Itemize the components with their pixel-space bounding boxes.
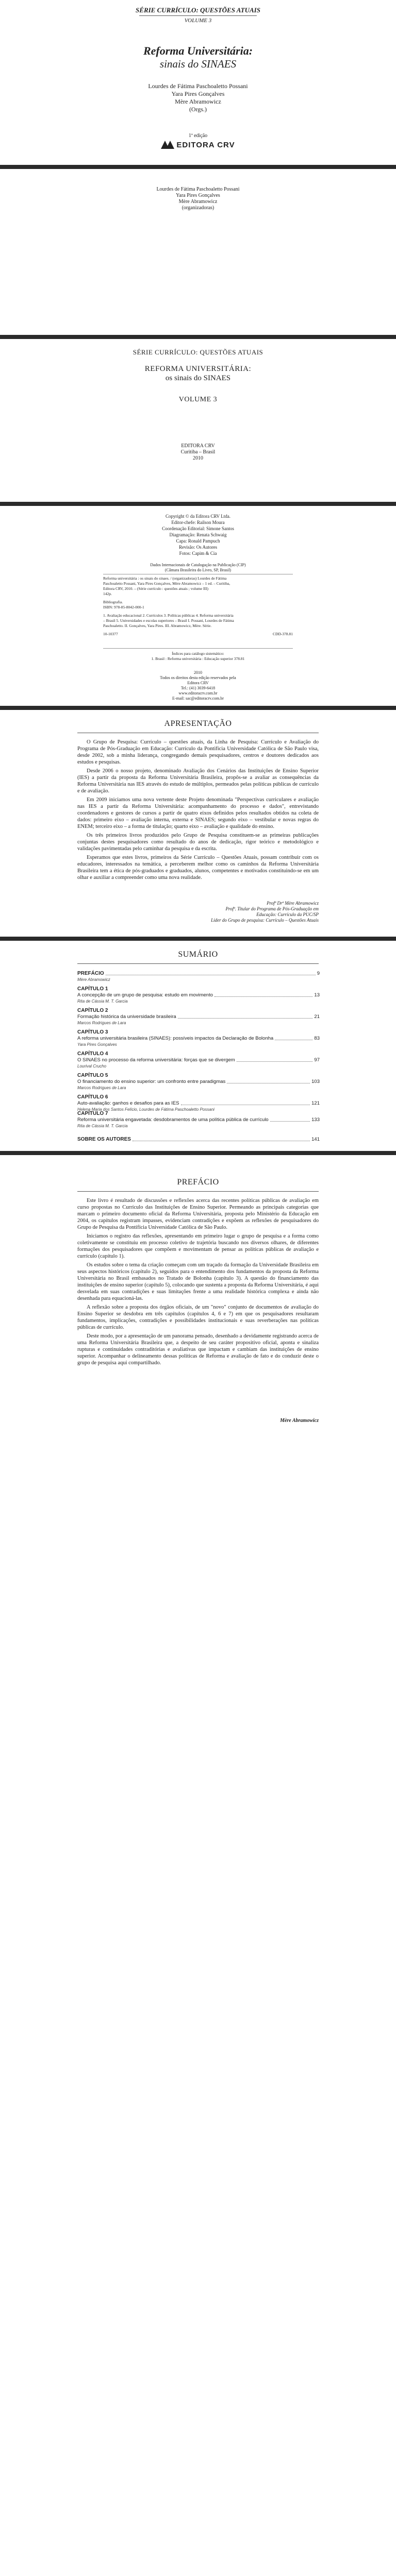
toc-entry-page: 83 (314, 1036, 320, 1041)
presentation-paragraph: Esperamos que estes livros, primeiros da Série Currículo – Questões Atuais, possam contribuir com os educadores, interessados na temática, a perceberem melhor como os caminhos da Reforma Universitária Brasileira tem a ética de pós-graduados e graduados, alunos, competentes e motivados constituindo-se em um olhar e auxiliar a compreender como uma nova realidade. (77, 855, 319, 880)
preface-heading-rule (77, 1191, 319, 1192)
cover-series: SÉRIE CURRÍCULO: QUESTÕES ATUAIS (136, 6, 260, 14)
toc-entry-chapter-7[interactable] (77, 1111, 320, 1129)
toc-entry-title: PREFÁCIO (77, 971, 104, 976)
cover-publisher: EDITORA CRV (176, 140, 235, 149)
cip-heading-2: (Câmara Brasileira do Livro, SP, Brasil) (164, 568, 232, 572)
presentation-paragraph: Os três primeiros livros produzidos pelo Grupo de Pesquisa constituem-se as primeiras publicações conjuntas destes pesquisadores como resultado do anos de dedicação, rigor teórico e metodológico e validações pavimentadas pelo caminhar da pesquisa e da escrita. (77, 833, 319, 852)
cover-page (0, 0, 396, 165)
cip-subject-line: 1. Avaliação educacional 2. Currículos 3. Políticas públicas 4. Reforma universitária (103, 613, 234, 618)
toc-entry-title: Formação histórica da universidade brasileira (77, 1014, 176, 1020)
title-page-title-line1: REFORMA UNIVERSITÁRIA: (144, 365, 252, 373)
presentation-paragraph: Em 2009 iniciamos uma nova vertente deste Projeto denominada "Perspectivas curriculares e avaliação nas IES a partir da Reforma Universitária: acompanhamento do processo e dados", entrevistando coordenadores e gestores de cursos a partir de quatro eixos definidos pelos resultados obtidos na coleta de dados: primeiro eixo – avaliação interna, externa e SINAES; segundo eixo – vestibular e novas regras do ENEM; terceiro eixo – a forma de titulação; quarto eixo – avaliação e qualidade do ensino. (77, 797, 319, 829)
toc-entry-author: Helena Maria dos Santos Felício, Lourdes de Fátima Paschoaletto Possani (77, 1107, 214, 1112)
preface-heading: PREFÁCIO (177, 1178, 219, 1187)
cip-subject-line: – Brasil 5. Universidades e escolas superiores – Brasil I. Possani, Lourdes de Fátima (103, 618, 234, 623)
toc-entry-page: 13 (314, 992, 320, 998)
cover-volume: VOLUME 3 (184, 18, 212, 24)
cip-record-number: 10-10377 (103, 632, 118, 636)
organizer-2: Yara Pires Gonçalves (176, 193, 220, 198)
toc-entry-page: 9 (317, 971, 320, 976)
index-entry: 1. Brasil : Reforma universitária : Educação superior 378.81 (151, 656, 245, 661)
toc-chapter-label: CAPÍTULO 5 (77, 1073, 108, 1078)
cip-entry-line: Reforma universitária : os sinais do sinaes. / (organizadoras) Lourdes de Fátima (103, 576, 227, 581)
footer-email[interactable]: E-mail: sac@editoracrv.com.br (172, 696, 224, 701)
toc-entry-author: Marcos Rodrigues de Lara (77, 1086, 126, 1090)
presentation-paragraph: Desde 2006 o nosso projeto, denominado Avaliação dos Cenários das Instituições de Ensino Superior (IES) a partir da proposta da Reforma Universitária Brasileira, propôs-se a avaliar as consequências da Reforma Universitária nas IES através do estudo de múltiplos, permeados pelas políticas públicas de currículo e de avaliação. (77, 768, 319, 794)
toc-entry-chapter-5[interactable] (77, 1073, 320, 1091)
title-page-volume: VOLUME 3 (178, 396, 218, 403)
footer-year: 2010 (194, 670, 202, 675)
footer-rights: Todos os direitos desta edição reservados pela (160, 675, 236, 680)
title-page-series: SÉRIE CURRÍCULO: QUESTÕES ATUAIS (133, 348, 263, 356)
credit-coordination: Coordenação Editorial: Simone Santos (162, 526, 234, 531)
toc-entry-chapter-1[interactable] (77, 986, 320, 1005)
toc-entry-preface[interactable] (77, 971, 320, 983)
toc-entry-author: Yara Pires Gonçalves (77, 1042, 117, 1047)
toc-entry-chapter-3[interactable] (77, 1029, 320, 1048)
preface-paragraph: Os estudos sobre o tema da criação começam com um traçado da formação da Universidade Brasileira em seus aspectos históricos (capítulo 2), seguidos para o entendimento dos fundamentos da proposta da Reforma Universitária no Brasil embasados no Tratado de Bolonha (capítulo 3). A questão do financiamento das instituições de ensino superior (capítulo 5), colocando que sustenta a proposta da Reforma Universitária, é aqui desvelada em suas contradições e suas limitações frente a uma realidade histórica complexa e ainda não desenhada para equacioná-las. (77, 1262, 319, 1301)
cover-author-2: Yara Pires Gonçalves (171, 90, 225, 97)
toc-entry-author: Rita de Cássia M. T. Garcia (77, 999, 128, 1004)
cip-entry-line: Paschoaletto Possani, Yara Pires Gonçalves, Mère Abramowicz – 1 ed. – Curitiba, (103, 581, 230, 586)
toc-chapter-label: CAPÍTULO 6 (77, 1094, 108, 1100)
imprint-year: 2010 (193, 455, 203, 461)
organizers-page (0, 169, 396, 335)
footer-publisher: Editora CRV (187, 681, 209, 685)
toc-entry-title: O financiamento do ensino superior: um confronto entre paradigmas (77, 1079, 226, 1084)
presentation-paragraph: O Grupo de Pesquisa: Currículo – questões atuais, da Linha de Pesquisa: Currículo e Avaliação do Programa de Pós-Graduação em Educação: Currículo da Pontifícia Universidade Católica de São Paulo visa, desde 2002, sob a minha liderança, congregando demais pesquisadores, centros e doutores dedicados aos estudos e pesquisas. (77, 739, 319, 765)
credit-review: Revisão: Os Autores (179, 545, 217, 550)
toc-entry-chapter-6[interactable] (77, 1094, 320, 1113)
toc-entry-author: Marcos Rodrigues de Lara (77, 1021, 126, 1025)
toc-entry-author: Mère Abramowicz (77, 977, 110, 982)
cover-author-4: (Orgs.) (189, 106, 207, 113)
cip-isbn: ISBN: 978-85-8042-000-1 (103, 605, 144, 609)
toc-entry-page: 133 (311, 1117, 320, 1123)
cip-subject-line: Paschoaletto. II. Gonçalves, Yara Pires. III. Abramowicz, Mère. Série. (103, 623, 212, 628)
toc-heading-rule (77, 963, 319, 964)
toc-entry-about-authors[interactable] (77, 1137, 320, 1143)
title-page (0, 339, 396, 502)
toc-entry-page: 97 (314, 1057, 320, 1063)
cover-title-line2: sinais do SINAES (159, 58, 237, 70)
toc-chapter-label: CAPÍTULO 1 (77, 986, 108, 992)
title-page-title-line2: os sinais do SINAES (165, 374, 231, 382)
footer-website[interactable]: www.editoracrv.com.br (178, 691, 218, 696)
credit-editor: Editor-chefe: Railson Moura (171, 520, 225, 525)
cip-entry-line: 142p. (103, 591, 112, 596)
presentation-heading: APRESENTAÇÃO (164, 719, 232, 728)
preface-paragraph: Deste modo, por a apresentação de um panorama pensado, desenhado a devidamente registrando acerca de uma Reforma Universitária Brasileira que, a despeito de seu caráter propositivo oficial, aponta e sinaliza rupturas e continuidades contraditórias e avaliativas que impactam e cambiam das instituições de ensino superior. Acompanhar o delineamento dessas políticas de Reforma e avaliação de fato e do conduzir deste o grupo de pesquisa aqui compartilhado. (77, 1333, 319, 1366)
presentation-body (77, 739, 319, 883)
credit-layout: Diagramação: Renata Schwaig (169, 532, 227, 537)
toc-entry-page: 103 (311, 1079, 320, 1084)
credit-cover: Capa: Ronald Pampuch (176, 538, 220, 544)
signature-role: Educação: Currículo da PUC/SP (256, 912, 319, 917)
credit-photos: Fotos: Capim & Cia (179, 551, 217, 556)
imprint-city: Curitiba – Brasil (180, 449, 216, 455)
cip-bibliography: Bibliografia. (103, 600, 123, 604)
organizer-1: Lourdes de Fátima Paschoaletto Possani (156, 187, 240, 192)
toc-entry-author: Lourival Crucho (77, 1064, 107, 1069)
toc-entry-chapter-2[interactable] (77, 1008, 320, 1026)
crv-logo-icon (161, 141, 174, 149)
toc-entry-title: O SINAES no processo da reforma universitária: forças que se divergem (77, 1057, 235, 1063)
toc-entry-title: Auto-avaliação: ganhos e desafios para as IES (77, 1100, 179, 1106)
table-of-contents-page (0, 941, 396, 1151)
preface-body (77, 1197, 319, 1368)
toc-entry-chapter-4[interactable] (77, 1051, 320, 1070)
toc-heading: SUMÁRIO (178, 950, 218, 959)
preface-page (0, 1155, 396, 2576)
copyright-line: Copyright © da Editora CRV Ltda. (166, 514, 230, 519)
toc-entry-page: 21 (314, 1014, 320, 1020)
preface-signature: Mère Abramowicz (280, 1418, 319, 1423)
presentation-page (0, 710, 396, 937)
toc-entry-title: Reforma universitária engavetada: desdobramentos de uma política pública de currículo (77, 1117, 269, 1123)
credits-page (0, 506, 396, 706)
cover-author-3: Mère Abramowicz (175, 98, 221, 105)
toc-entry-title: A concepção de um grupo de pesquisa: estudo em movimento (77, 992, 213, 998)
cip-heading-1: Dados Internacionais de Catalogação na Publicação (CIP) (150, 563, 246, 567)
cover-author-1: Lourdes de Fátima Paschoaletto Possani (148, 82, 248, 90)
toc-chapter-label: CAPÍTULO 2 (77, 1008, 108, 1013)
toc-entry-title: SOBRE OS AUTORES (77, 1137, 131, 1142)
toc-chapter-label: CAPÍTULO 7 (77, 1111, 108, 1116)
preface-paragraph: Este livro é resultado de discussões e reflexões acerca das recentes políticas públicas de avaliação em curso propostas no Currículo das Instituições de Ensino Superior. Permeando as principais categorias que marcam o primeiro documento oficial da Reforma Universitária, proposta pelo Ministério da Educação em 2004, os capítulos registram impasses, evidenciam contradições e expõem as reflexões de pesquisadores do Grupo de Pesquisa da Pontifícia Universidade Católica de São Paulo. (77, 1198, 319, 1230)
cover-series-rule (139, 15, 257, 16)
preface-paragraph: Iniciamos o registro das reflexões, apresentando em primeiro lugar o grupo de pesquisa e a forma como coletivamente se constituiu em processo coletivo de trajetória buscando nos diversos olhares, de diferentes formações dos pesquisadores que compõem e movimentam de pensar as políticas públicas de avaliação e currículo (capítulo 1). (77, 1233, 319, 1259)
cip-entry-line: Editora CRV, 2010. – (Série currículo : questões atuais ; volume III) (103, 586, 209, 591)
toc-entry-title: A reforma universitária brasileira (SINAES): possíveis impactos da Declaração de Bolonha (77, 1036, 274, 1041)
signature-role: Líder do Grupo de pesquisa: Currículo – Questões Atuais (211, 918, 319, 923)
toc-chapter-label: CAPÍTULO 4 (77, 1051, 108, 1057)
preface-paragraph: A reflexão sobre a proposta dos órgãos oficiais, de um "novo" conjunto de documentos de avaliação do Ensino Superior se desdobra em três capítulos (capítulos 4, 6 e 7) em que os pesquisadores resultaram fundamentos, implicações, contradições e possibilidades institucionais e suas reverberações nas políticas públicas de currículo. (77, 1304, 319, 1330)
cip-cdd: CDD-378.81 (273, 632, 293, 636)
toc-entry-author: Rita de Cássia M. T. Garcia (77, 1124, 128, 1128)
cip-rule-bottom (103, 648, 293, 649)
cover-title-line1: Reforma Universitária: (143, 44, 253, 57)
index-heading: Índices para catálogo sistemático: (172, 651, 224, 656)
toc-entry-page: 141 (311, 1137, 320, 1142)
signature-name: Profª Drª Mère Abramowicz (267, 901, 319, 906)
imprint-publisher: EDITORA CRV (181, 443, 215, 449)
signature-role: Profª. Titular do Programa de Pós-Graduação em (225, 906, 319, 911)
publisher-logo (0, 140, 396, 149)
organizer-4: (organizadoras) (182, 205, 214, 211)
organizer-3: Mère Abramowicz (178, 199, 218, 205)
toc-entry-page: 121 (311, 1100, 320, 1106)
cip-entry (103, 576, 293, 637)
footer-phone: Tel.: (41) 3039-6418 (180, 686, 216, 690)
cover-edition: 1ª edição (188, 133, 208, 139)
toc-chapter-label: CAPÍTULO 3 (77, 1029, 108, 1035)
presentation-signature (77, 901, 319, 923)
